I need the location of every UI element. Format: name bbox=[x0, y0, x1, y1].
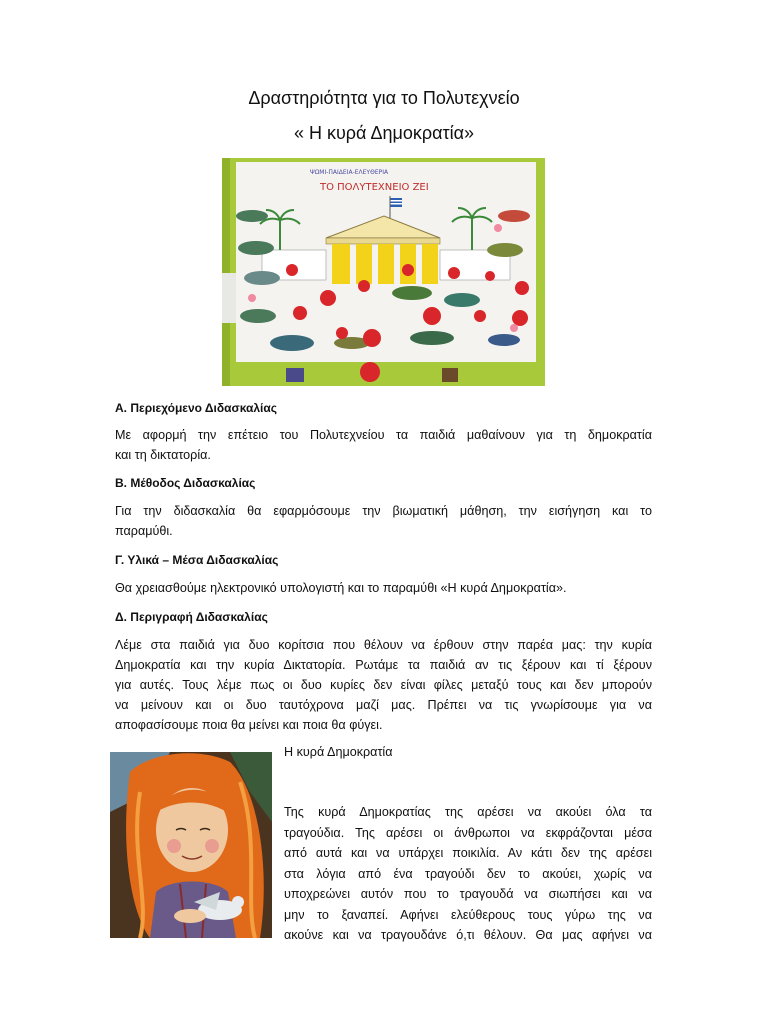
story-line: ακούνε και να τραγουδάνε ό,τι θέλουν. Θα μας αφήνει να bbox=[284, 928, 652, 942]
section-heading-c: Γ. Υλικά – Μέσα Διδασκαλίας bbox=[115, 553, 279, 567]
document-title: Δραστηριότητα για το Πολυτεχνείο bbox=[248, 88, 520, 108]
story-line: υποχρεώνει αυτόν που το τραγουδά να σιωπήσει και να bbox=[284, 887, 652, 901]
poster-photo bbox=[222, 158, 545, 386]
girl-drawing bbox=[110, 752, 272, 938]
section-d-line: αποφασίσουμε ποια θα μείνει και ποια θα φύγει. bbox=[115, 718, 383, 732]
document-subtitle: « Η κυρά Δημοκρατία» bbox=[293, 123, 475, 143]
section-d-line: για αυτές. Τους λέμε πως οι δυο κυρίες δεν είναι φίλες μεταξύ τους και δεν μπορούν bbox=[115, 678, 652, 692]
section-b-line: Για την διδασκαλία θα εφαρμόσουμε την βιωματική μάθηση, την εισήγηση και το bbox=[115, 504, 652, 518]
story-line: στα λόγια από ένα τραγούδι δεν το ακούει, χωρίς να bbox=[284, 866, 652, 881]
section-d-line: να μείνουν και οι δυο ταυτόχρονα μαζί μας. Πρέπει να τις γνωρίσουμε για να bbox=[115, 698, 652, 712]
section-d-line: Δημοκρατία και την κυρία Δικτατορία. Ρωτάμε τα παιδιά αν τις ξέρουν και τί ξέρουν bbox=[115, 658, 652, 672]
section-b-text bbox=[115, 501, 652, 541]
section-c-line: Θα χρειασθούμε ηλεκτρονικό υπολογιστή και το παραμύθι «Η κυρά Δημοκρατία». bbox=[115, 581, 567, 595]
poster-caption-main: ΤΟ ΠΟΛΥΤΕΧΝΕΙΟ ΖΕΙ bbox=[320, 182, 429, 193]
poster-drawing bbox=[222, 158, 545, 386]
section-c-text bbox=[115, 578, 652, 598]
story-text bbox=[284, 802, 652, 946]
section-heading-d: Δ. Περιγραφή Διδασκαλίας bbox=[115, 610, 268, 624]
section-a-text bbox=[115, 425, 652, 465]
section-d-text bbox=[115, 635, 652, 735]
story-title: Η κυρά Δημοκρατία bbox=[284, 745, 393, 759]
section-a-line: και τη δικτατορία. bbox=[115, 448, 211, 462]
section-heading-a: Α. Περιεχόμενο Διδασκαλίας bbox=[115, 401, 277, 415]
girl-illustration bbox=[110, 752, 272, 938]
story-line: τραγούδια. Της αρέσει οι άνθρωποι να εκφράζονται μέσα bbox=[284, 825, 652, 840]
section-d-line: Λέμε στα παιδιά για δυο κορίτσια που θέλουν να έρθουν στην παρέα μας: την κυρία bbox=[115, 638, 652, 652]
story-line: από αυτά και να υπάρχει ποικιλία. Αν κάτι δεν της αρέσει bbox=[284, 846, 652, 860]
section-a-line: Με αφορμή την επέτειο του Πολυτεχνείου τα παιδιά μαθαίνουν για τη δημοκρατία bbox=[115, 428, 652, 442]
poster-caption-top: ΨΩΜΙ-ΠΑΙΔΕΙΑ-ΕΛΕΥΘΕΡΙΑ bbox=[310, 169, 389, 176]
story-line: μην το ξαναπεί. Αφήνει ελεύθερους τους γύρω της να bbox=[284, 907, 652, 922]
section-b-line: παραμύθι. bbox=[115, 524, 173, 538]
section-heading-b: Β. Μέθοδος Διδασκαλίας bbox=[115, 476, 256, 490]
story-line: Της κυρά Δημοκρατίας της αρέσει να ακούει όλα τα bbox=[284, 805, 652, 819]
